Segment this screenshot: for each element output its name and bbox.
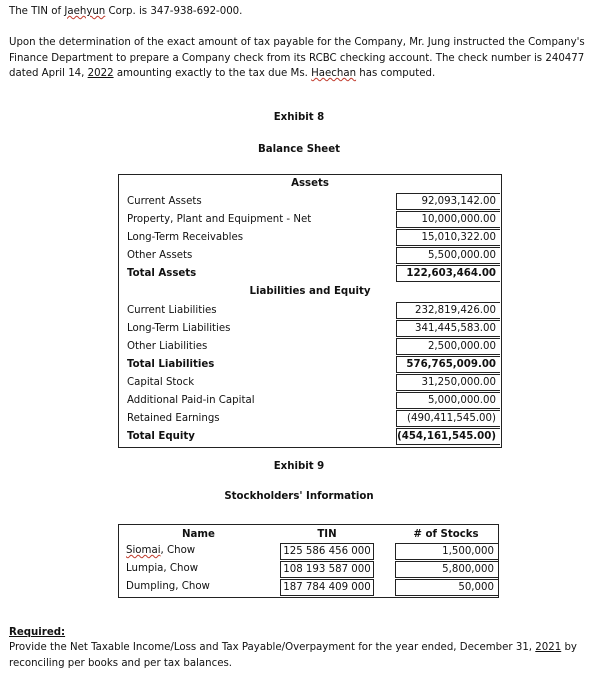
exhibit8-title: Exhibit 8 xyxy=(273,112,325,123)
row-label: Long-Term Receivables xyxy=(127,232,244,243)
row-value: 15,010,322.00 xyxy=(396,229,500,246)
balance-row xyxy=(119,302,501,320)
col-header-tin: TIN xyxy=(317,529,337,540)
row-value: 5,000,000.00 xyxy=(396,392,500,409)
stockholder-rest: , Chow xyxy=(160,545,196,556)
tin-suffix: Corp. is 347-938-692-000. xyxy=(105,6,243,17)
liabilities-equity-header: Liabilities and Equity xyxy=(249,286,371,297)
balance-row xyxy=(119,265,501,283)
stockholder-name xyxy=(119,561,278,578)
row-label: Total Assets xyxy=(127,268,197,279)
tin-prefix: The TIN of xyxy=(9,6,65,17)
row-label: Additional Paid-in Capital xyxy=(127,395,255,406)
row-value: 576,765,009.00 xyxy=(396,356,500,373)
row-label: Capital Stock xyxy=(127,377,195,388)
stockholder-tin: 187 784 409 000 xyxy=(280,579,374,596)
row-value: 341,445,583.00 xyxy=(396,320,500,337)
required-year: 2021 xyxy=(535,642,562,653)
balance-row xyxy=(119,374,501,392)
balance-row xyxy=(119,320,501,338)
stockholder-stocks: 5,800,000 xyxy=(395,561,498,578)
required-text xyxy=(9,640,592,671)
balance-row xyxy=(119,410,501,428)
required-text-b: by reconciling per books and per tax balances. xyxy=(9,642,577,669)
balance-row xyxy=(119,247,501,265)
tin-statement xyxy=(9,4,592,20)
balance-row xyxy=(119,211,501,229)
row-label: Total Liabilities xyxy=(127,359,215,370)
required-text-a: Provide the Net Taxable Income/Loss and Tax Payable/Overpayment for the year ended, December 31, xyxy=(9,642,536,653)
col-header-stocks: # of Stocks xyxy=(413,529,479,540)
stockholder-name xyxy=(119,579,278,596)
row-value: 5,500,000.00 xyxy=(396,247,500,264)
stockholder-first: Lumpia xyxy=(126,563,164,574)
para-text-c: has computed. xyxy=(356,68,436,79)
para-text-b: amounting exactly to the tax due Ms. xyxy=(113,68,312,79)
row-label: Current Assets xyxy=(127,196,202,207)
balance-row xyxy=(119,428,501,446)
exhibit9-title: Exhibit 9 xyxy=(273,461,325,472)
stockholder-tin: 125 586 456 000 xyxy=(280,543,374,560)
row-value: (490,411,545.00) xyxy=(396,410,500,427)
stockholder-stocks: 1,500,000 xyxy=(395,543,498,560)
balance-row xyxy=(119,356,501,374)
balance-sheet-table xyxy=(118,174,502,448)
stockholder-first: Dumpling xyxy=(126,581,176,592)
stockholder-rest: , Chow xyxy=(175,581,210,592)
row-label: Retained Earnings xyxy=(127,413,220,424)
row-label: Long-Term Liabilities xyxy=(127,323,231,334)
row-value: 92,093,142.00 xyxy=(396,193,500,210)
required-heading xyxy=(9,625,592,641)
row-value: (454,161,545.00) xyxy=(396,428,500,445)
exhibit8-subtitle: Balance Sheet xyxy=(257,144,341,155)
stockholder-rest: , Chow xyxy=(163,563,199,574)
required-heading-text: Required: xyxy=(9,627,66,638)
stockholder-name xyxy=(119,543,278,560)
para-name: Haechan xyxy=(311,68,357,79)
row-label: Property, Plant and Equipment - Net xyxy=(127,214,312,225)
stockholder-first: Siomai xyxy=(126,545,161,556)
intro-paragraph xyxy=(9,35,592,82)
exhibit9-subtitle: Stockholders' Information xyxy=(224,491,374,502)
assets-header: Assets xyxy=(291,178,329,189)
stockholders-table xyxy=(118,524,499,598)
row-label: Total Equity xyxy=(127,431,195,442)
row-label: Other Liabilities xyxy=(127,341,208,352)
para-year: 2022 xyxy=(87,68,114,79)
row-label: Current Liabilities xyxy=(127,305,217,316)
stockholder-tin: 108 193 587 000 xyxy=(280,561,374,578)
row-value: 10,000,000.00 xyxy=(396,211,500,228)
balance-row xyxy=(119,193,501,211)
row-value: 232,819,426.00 xyxy=(396,302,500,319)
row-value: 31,250,000.00 xyxy=(396,374,500,391)
company-name: Jaehyun xyxy=(64,6,106,17)
row-value: 122,603,464.00 xyxy=(396,265,500,282)
balance-row xyxy=(119,338,501,356)
balance-row xyxy=(119,392,501,410)
row-label: Other Assets xyxy=(127,250,193,261)
col-header-name: Name xyxy=(182,529,215,540)
para-text-a: Upon the determination of the exact amount of tax payable for the Company, Mr. Jung instructed the Company's Finance Department to prepare a Company check from its RCBC checking account. The check number is 240477 dated April 14, xyxy=(9,37,585,79)
row-value: 2,500,000.00 xyxy=(396,338,500,355)
balance-row xyxy=(119,229,501,247)
stockholder-stocks: 50,000 xyxy=(395,579,498,596)
